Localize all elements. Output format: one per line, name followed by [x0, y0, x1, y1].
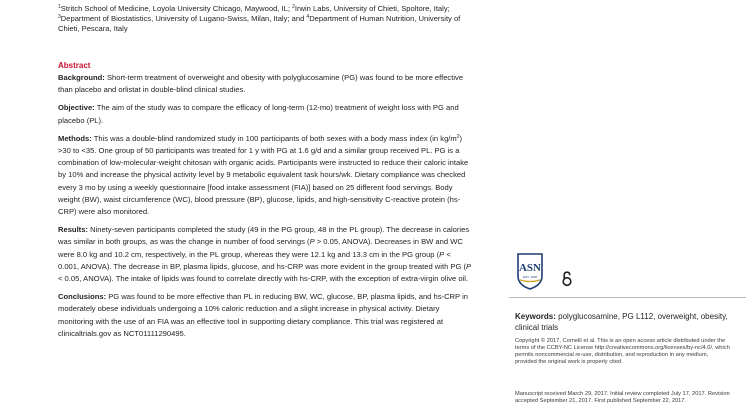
objective-paragraph — [58, 102, 472, 126]
methods-paragraph — [58, 133, 472, 218]
manuscript-history: Manuscript received March 29, 2017. Initial review completed July 17, 2017. Revision accepted September 21, 2017. First published September 22, 2017. — [515, 391, 730, 405]
results-text: < 0.001, ANOVA). The decrease in BP, plasma lipids, glucose, and hs-CRP was more evident in the group treated with PG ( — [58, 249, 467, 271]
background-label: Background: — [58, 73, 105, 82]
p-value-symbol: P — [466, 261, 472, 271]
affiliation-text: Irwin Labs, University of Chieti, Spoltore, Italy; — [294, 4, 450, 13]
results-label: Results: — [58, 225, 88, 235]
p-value-symbol: P — [309, 237, 315, 247]
affiliation-text: Department of Human Nutrition, University of Chieti, Pescara, Italy — [58, 14, 461, 33]
affiliation-text: Stritch School of Medicine, Loyola University Chicago, Maywood, IL; — [60, 4, 293, 13]
methods-superscript: 2 — [456, 133, 460, 140]
results-paragraph — [58, 224, 472, 285]
results-text: > 0.05, ANOVA). Decreases in BW and WC were 8.0 kg and 10.2 cm, respectively, in the PL group, whereas they were 12.1 kg and 13.3 cm in the PG group ( — [58, 237, 463, 259]
results-text: < 0.05, ANOVA). The intake of lipids was found to correlate directly with hs-CRP, with the exception of extra-virgin olive oil. — [58, 274, 469, 284]
asn-logo-subtext: EST. 1928 — [523, 275, 537, 279]
abstract-heading: Abstract — [58, 61, 91, 70]
affiliation-text: Department of Biostatistics, University of Lugano-Swiss, Milan, Italy; and — [60, 14, 307, 23]
objective-label: Objective: — [58, 103, 95, 113]
affiliation-marker: 2 — [292, 4, 295, 10]
affiliation-marker: 3 — [58, 14, 61, 20]
keywords — [515, 311, 735, 333]
abstract — [58, 60, 472, 346]
methods-label: Methods: — [58, 133, 92, 143]
section-divider — [509, 297, 746, 298]
methods-text: ) >30 to <35. One group of 50 participants was treated for 1 y with PG at 1.6 g/d and a similar group received PL. PG is a combination of low-molecular-weight chitosan with organic acids. Participants were instructed to reduce their caloric intake by 10% and increase the physical activity level by 9 metabolic equivalent task hours/wk. Dietary compliance was checked every 3 mo by using a weekly questionnaire [food intake assessment (FIA)] based on 25 different food servings. Body weight (BW), waist circumference (WC), blood pressure (BP), glucose, lipids, and high-sensitivity C-reactive protein (hs-CRP) were also monitored. — [58, 133, 469, 217]
open-access-icon — [561, 271, 573, 287]
results-text: Ninety-seven participants completed the study (49 in the PG group, 48 in the PL group). The decrease in calories was similar in both groups, as was the change in number of food servings ( — [58, 225, 470, 247]
keywords-text: polyglucosamine, PG L112, overweight, obesity, clinical trials — [515, 312, 728, 332]
asn-logo[interactable] — [515, 252, 545, 290]
background-paragraph — [58, 72, 472, 96]
keywords-label: Keywords: — [515, 312, 556, 321]
objective-text: The aim of the study was to compare the efficacy of long-term (12-mo) treatment of weight loss with PG and placebo (PL). — [58, 103, 459, 125]
affiliations — [58, 4, 478, 34]
affiliation-marker: 4 — [306, 14, 310, 20]
conclusions-text: PG was found to be more effective than PL in reducing BW, WC, glucose, BP, plasma lipids, and hs-CRP in moderately obese individuals undergoing a 10% caloric reduction and a slight increase in physical activity. Dietary monitoring with the use of an FIA was an effective tool in supporting dietary compliance. This trial was registered at clinicaltrials.gov as NCT01111290495. — [58, 292, 468, 338]
p-value-symbol: P — [439, 249, 445, 259]
asn-logo-text: ASN — [518, 262, 542, 274]
methods-text: This was a double-blind randomized study in 100 participants of both sexes with a body mass index (in kg/m — [91, 133, 457, 143]
conclusions-paragraph — [58, 291, 472, 340]
affiliation-marker: 1 — [58, 4, 61, 10]
background-text: Short-term treatment of overweight and obesity with polyglucosamine (PG) was found to be more effective than placebo and orlistat in double-blind clinical studies. — [58, 73, 464, 95]
copyright-notice: Copyright © 2017, Cornelli et al. This is an open access article distributed under the terms of the CCBY-NC License http://creativecommons.org/licenses/by-nc/4.0/, which permits noncommercial re-use, distribution, and reproduction in any medium, provided the original work is properly cited. — [515, 338, 730, 366]
conclusions-label: Conclusions: — [58, 292, 107, 302]
